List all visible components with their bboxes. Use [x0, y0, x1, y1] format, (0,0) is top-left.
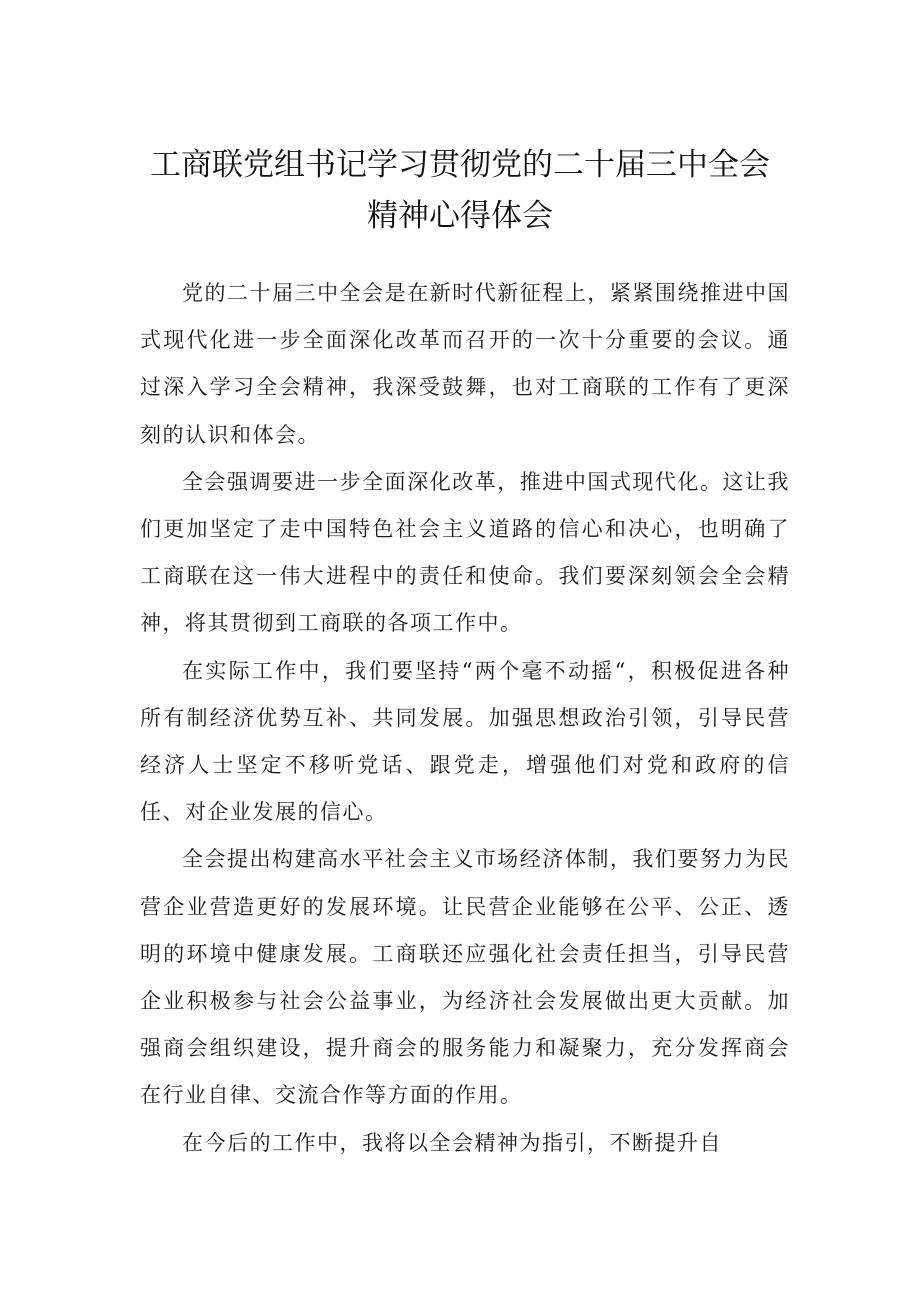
document-title-line-1: 工商联党组书记学习贯彻党的二十届三中全会 [150, 147, 770, 183]
document-body [140, 270, 790, 1167]
paragraph: 全会提出构建高水平社会主义市场经济体制，我们要努力为民营企业营造更好的发展环境。让民营企业能够在公平、公正、透明的环境中健康发展。工商联还应强化社会责任担当，引导民营企业积极参与社会公益事业，为经济社会发展做出更大贡献。加强商会组织建设，提升商会的服务能力和凝聚力，充分发挥商会在行业自律、交流合作等方面的作用。 [140, 847, 790, 1108]
paragraph: 党的二十届三中全会是在新时代新征程上，紧紧围绕推进中国式现代化进一步全面深化改革而召开的一次十分重要的会议。通过深入学习全会精神，我深受鼓舞，也对工商联的工作有了更深刻的认识和体会。 [140, 281, 790, 447]
paragraph: 全会强调要进一步全面深化改革，推进中国式现代化。这让我们更加坚定了走中国特色社会主义道路的信心和决心，也明确了工商联在这一伟大进程中的责任和使命。我们要深刻领会全会精神，将其贯彻到工商联的各项工作中。 [140, 469, 790, 636]
paragraph: 在实际工作中，我们要坚持“两个毫不动摇“，积极促进各种所有制经济优势互补、共同发展。加强思想政治引领，引导民营经济人士坚定不移听党话、跟党走，增强他们对党和政府的信任、对企业发展的信心。 [140, 658, 790, 825]
paragraph: 在今后的工作中，我将以全会精神为指引，不断提升自 [182, 1130, 722, 1155]
document-title-line-2: 精神心得体会 [367, 198, 553, 234]
